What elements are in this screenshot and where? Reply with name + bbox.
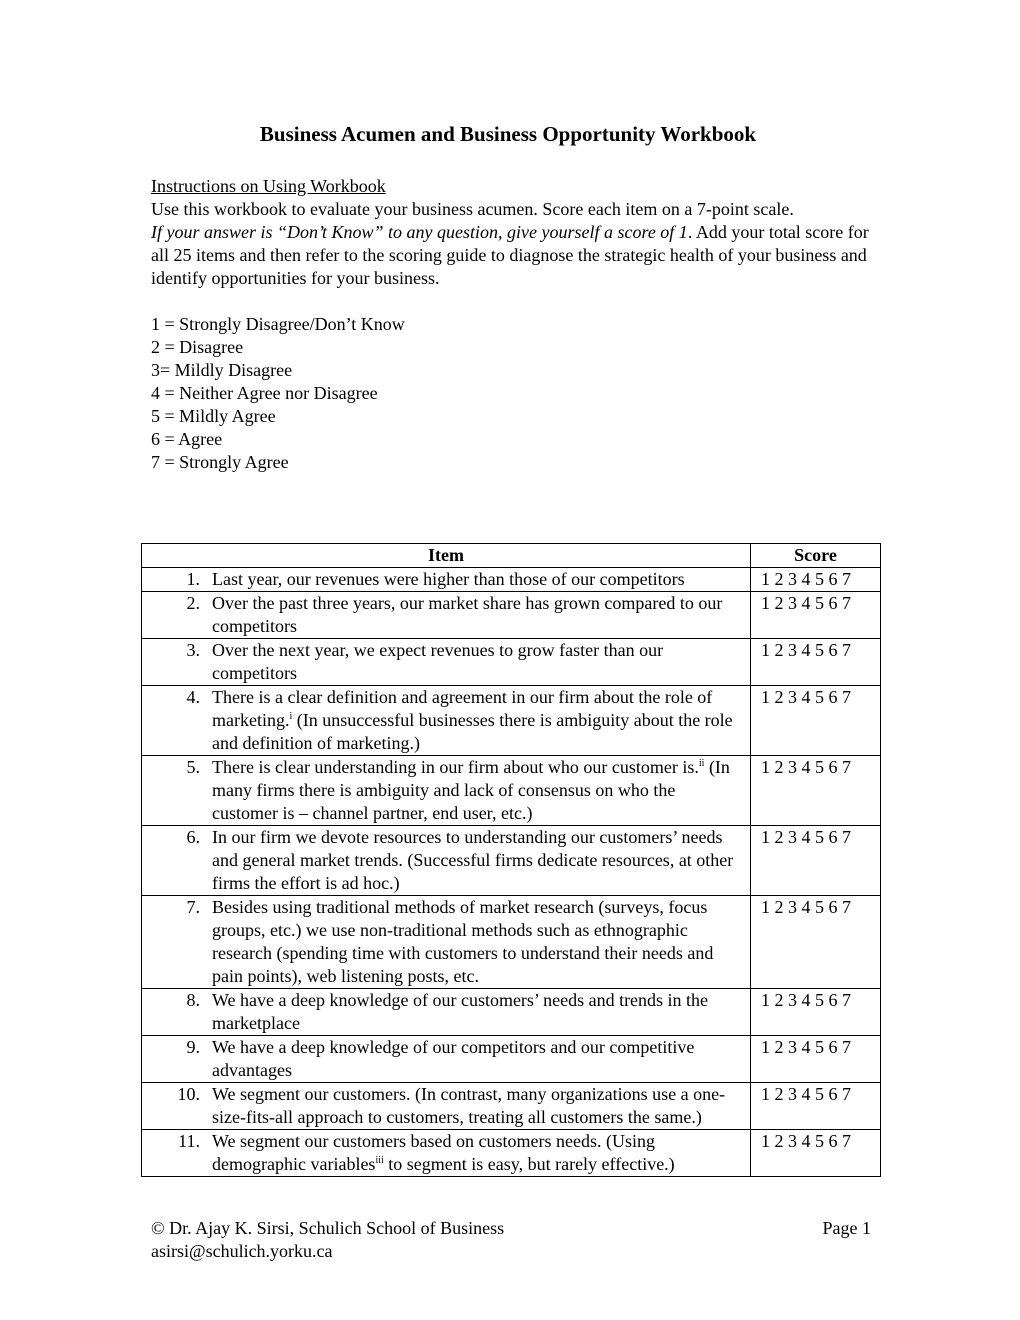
instructions bbox=[151, 175, 881, 290]
table-row bbox=[142, 639, 881, 686]
item-number: 4. bbox=[186, 687, 200, 707]
item-number: 2. bbox=[186, 593, 200, 613]
score-options[interactable]: 1 2 3 4 5 6 7 bbox=[751, 639, 881, 686]
instructions-rest: . Add your total score for all 25 items and then refer to the scoring guide to diagnose the strategic health of your business and identify opportunities for your business. bbox=[151, 222, 869, 288]
footer bbox=[151, 1217, 871, 1263]
item-text bbox=[212, 1036, 750, 1082]
item-cell bbox=[142, 826, 751, 896]
item-cell bbox=[142, 1036, 751, 1083]
scale-item: 3= Mildly Disagree bbox=[151, 360, 293, 380]
header-score: Score bbox=[751, 544, 881, 568]
item-text-main: We have a deep knowledge of our customers’ needs and trends in the marketplace bbox=[212, 990, 709, 1033]
scale-item: 5 = Mildly Agree bbox=[151, 406, 276, 426]
item-number: 11. bbox=[178, 1131, 200, 1151]
score-options[interactable]: 1 2 3 4 5 6 7 bbox=[751, 1036, 881, 1083]
footnote-ref: iii bbox=[375, 1155, 384, 1166]
item-cell bbox=[142, 568, 751, 592]
item-number: 1. bbox=[186, 569, 200, 589]
item-number: 7. bbox=[186, 897, 200, 917]
score-options[interactable]: 1 2 3 4 5 6 7 bbox=[751, 989, 881, 1036]
score-options[interactable]: 1 2 3 4 5 6 7 bbox=[751, 568, 881, 592]
item-text-main: There is a clear definition and agreement in our firm about the role of marketing. bbox=[212, 687, 713, 730]
table-row bbox=[142, 826, 881, 896]
table-row bbox=[142, 686, 881, 756]
item-text-main: We segment our customers. (In contrast, many organizations use a one-size-fits-all approach to customers, treating all customers the same.) bbox=[212, 1084, 726, 1127]
score-options[interactable]: 1 2 3 4 5 6 7 bbox=[751, 686, 881, 756]
table-row bbox=[142, 1130, 881, 1177]
footer-email: asirsi@schulich.yorku.ca bbox=[151, 1241, 333, 1261]
scale-item: 6 = Agree bbox=[151, 429, 223, 449]
item-text bbox=[212, 568, 750, 591]
footer-copyright: © Dr. Ajay K. Sirsi, Schulich School of Business bbox=[151, 1218, 505, 1238]
instructions-line1: Use this workbook to evaluate your business acumen. Score each item on a 7-point scale. bbox=[151, 199, 794, 219]
item-text-main: We segment our customers based on customers needs. (Using demographic variables bbox=[212, 1131, 655, 1174]
score-options[interactable]: 1 2 3 4 5 6 7 bbox=[751, 1083, 881, 1130]
footnote-ref: ii bbox=[698, 758, 705, 769]
footnote-ref: i bbox=[289, 711, 293, 722]
instructions-heading: Instructions on Using Workbook bbox=[151, 176, 386, 196]
item-text-main: Last year, our revenues were higher than those of our competitors bbox=[212, 569, 685, 589]
item-text bbox=[212, 639, 750, 685]
item-text bbox=[212, 1083, 750, 1129]
item-text-main: We have a deep knowledge of our competitors and our competitive advantages bbox=[212, 1037, 695, 1080]
scale-legend bbox=[151, 313, 881, 474]
item-text-main: In our firm we devote resources to understanding our customers’ needs and general market trends. (Successful firms dedicate resources, at other firms the effort is ad hoc.) bbox=[212, 827, 734, 893]
item-text-main: Besides using traditional methods of market research (surveys, focus groups, etc.) we use non-traditional methods such as ethnographic research (spending time with customers to understand their needs and pain points), web listening posts, etc. bbox=[212, 897, 714, 986]
page-number: Page 1 bbox=[822, 1218, 871, 1238]
item-number: 5. bbox=[186, 757, 200, 777]
item-cell bbox=[142, 896, 751, 989]
score-options[interactable]: 1 2 3 4 5 6 7 bbox=[751, 1130, 881, 1177]
item-text-after: to segment is easy, but rarely effective.) bbox=[383, 1154, 675, 1174]
table-header-row bbox=[142, 544, 881, 568]
item-text bbox=[212, 756, 750, 825]
scale-item: 2 = Disagree bbox=[151, 337, 244, 357]
item-cell bbox=[142, 1130, 751, 1177]
item-cell bbox=[142, 686, 751, 756]
table-row bbox=[142, 756, 881, 826]
document-title: Business Acumen and Business Opportunity Workbook bbox=[259, 122, 757, 146]
item-text bbox=[212, 826, 750, 895]
item-number: 8. bbox=[186, 990, 200, 1010]
item-cell bbox=[142, 1083, 751, 1130]
item-number: 6. bbox=[186, 827, 200, 847]
item-text-main: Over the past three years, our market share has grown compared to our competitors bbox=[212, 593, 723, 636]
table-row bbox=[142, 592, 881, 639]
item-text-main: There is clear understanding in our firm about who our customer is. bbox=[212, 757, 699, 777]
table-row bbox=[142, 1036, 881, 1083]
header-item: Item bbox=[142, 544, 751, 568]
item-cell bbox=[142, 639, 751, 686]
item-text bbox=[212, 686, 750, 755]
assessment-table bbox=[141, 543, 881, 1177]
item-text bbox=[212, 896, 750, 988]
score-options[interactable]: 1 2 3 4 5 6 7 bbox=[751, 826, 881, 896]
scale-item: 1 = Strongly Disagree/Don’t Know bbox=[151, 314, 405, 334]
score-options[interactable]: 1 2 3 4 5 6 7 bbox=[751, 592, 881, 639]
score-options[interactable]: 1 2 3 4 5 6 7 bbox=[751, 756, 881, 826]
table-row bbox=[142, 989, 881, 1036]
item-number: 10. bbox=[177, 1084, 200, 1104]
item-cell bbox=[142, 756, 751, 826]
item-cell bbox=[142, 592, 751, 639]
instructions-italic: If your answer is “Don’t Know” to any question, give yourself a score of 1 bbox=[151, 222, 688, 242]
item-number: 3. bbox=[186, 640, 200, 660]
item-cell bbox=[142, 989, 751, 1036]
item-text-after: (In unsuccessful businesses there is ambiguity about the role and definition of marketing.) bbox=[212, 710, 733, 753]
item-text bbox=[212, 592, 750, 638]
score-options[interactable]: 1 2 3 4 5 6 7 bbox=[751, 896, 881, 989]
item-text bbox=[212, 989, 750, 1035]
item-text-after: (In many firms there is ambiguity and lack of consensus on who the customer is – channel partner, end user, etc.) bbox=[212, 757, 730, 823]
table-row bbox=[142, 568, 881, 592]
table-row bbox=[142, 896, 881, 989]
scale-item: 4 = Neither Agree nor Disagree bbox=[151, 383, 378, 403]
instructions-body bbox=[151, 221, 881, 290]
item-number: 9. bbox=[186, 1037, 200, 1057]
table-row bbox=[142, 1083, 881, 1130]
item-text-main: Over the next year, we expect revenues to grow faster than our competitors bbox=[212, 640, 664, 683]
item-text bbox=[212, 1130, 750, 1176]
scale-item: 7 = Strongly Agree bbox=[151, 452, 289, 472]
